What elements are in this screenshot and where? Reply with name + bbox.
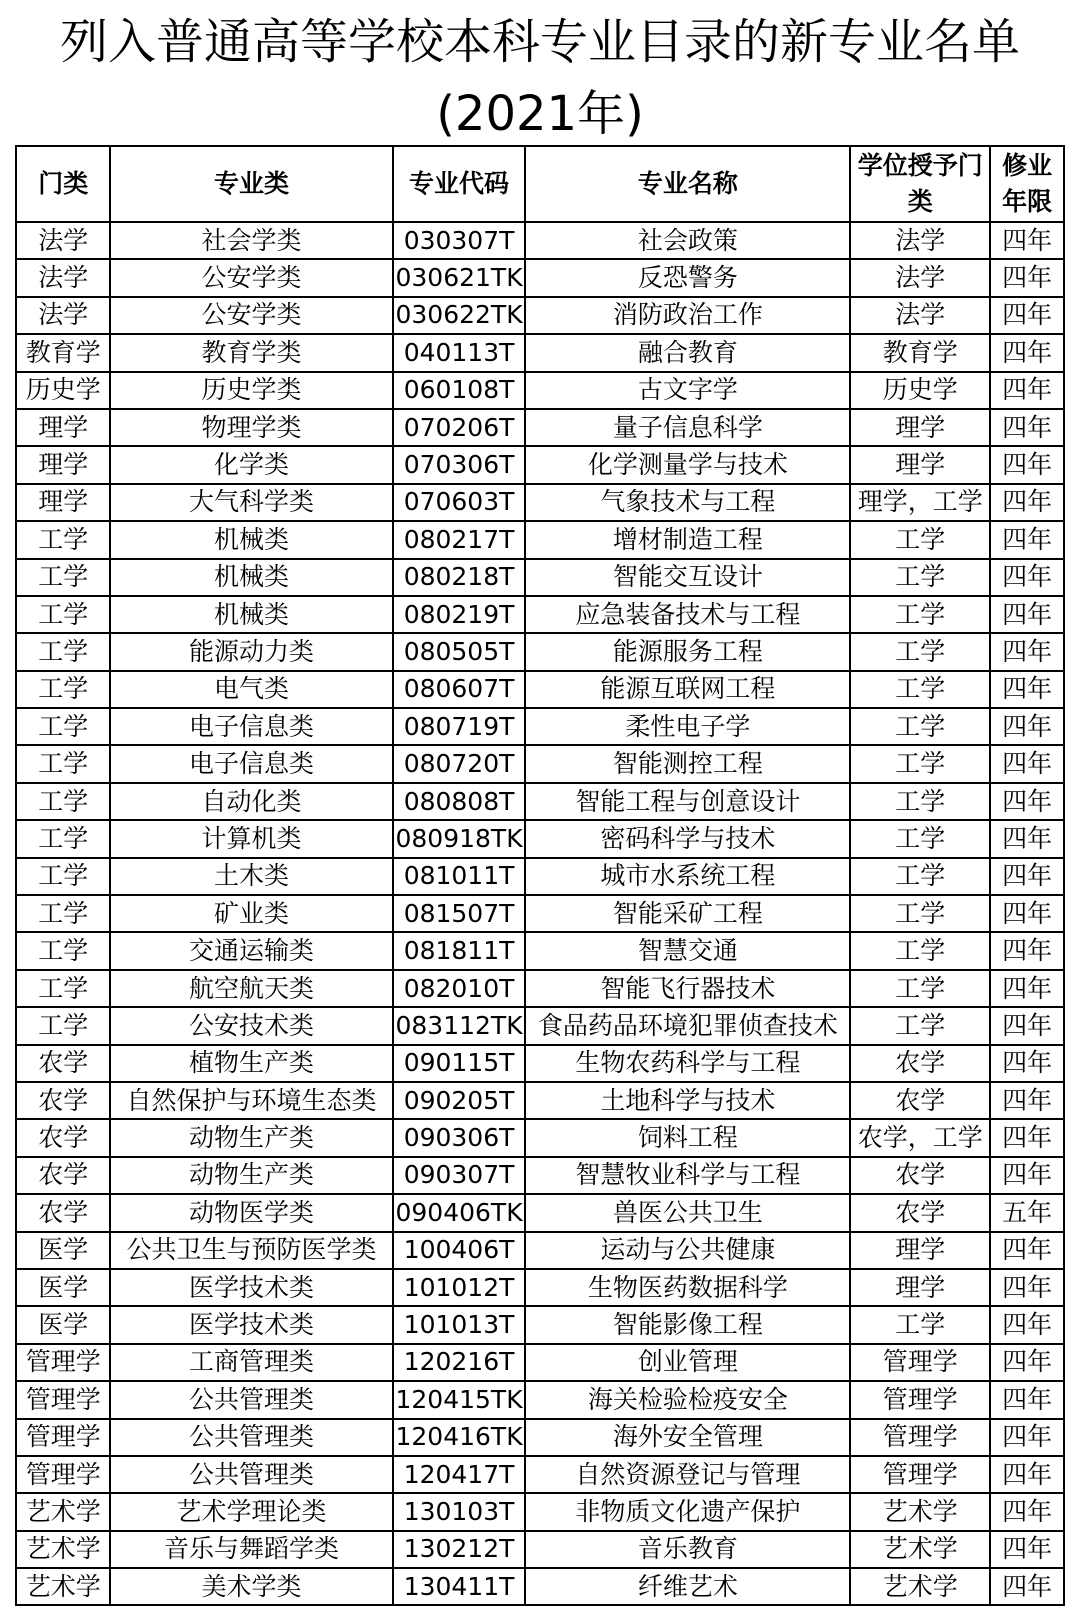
cell-major-class: 机械类	[110, 596, 392, 633]
cell-category: 管理学	[16, 1344, 110, 1381]
cell-major-code: 080218T	[393, 559, 526, 596]
cell-major-name: 能源互联网工程	[525, 671, 850, 708]
cell-degree-category: 管理学	[850, 1456, 990, 1493]
cell-major-code: 090115T	[393, 1045, 526, 1082]
cell-major-name: 城市水系统工程	[525, 858, 850, 895]
table-row	[16, 1344, 1064, 1381]
cell-major-code: 080719T	[393, 708, 526, 745]
cell-duration: 四年	[990, 858, 1064, 895]
cell-major-class: 电子信息类	[110, 708, 392, 745]
cell-duration: 四年	[990, 222, 1064, 259]
cell-major-class: 机械类	[110, 559, 392, 596]
cell-category: 医学	[16, 1232, 110, 1269]
cell-degree-category: 农学	[850, 1082, 990, 1119]
cell-major-name: 应急装备技术与工程	[525, 596, 850, 633]
cell-major-code: 080918TK	[393, 820, 526, 857]
cell-major-code: 030621TK	[393, 259, 526, 296]
cell-major-code: 090307T	[393, 1157, 526, 1194]
cell-major-code: 101012T	[393, 1269, 526, 1306]
cell-major-class: 公安技术类	[110, 1007, 392, 1044]
cell-degree-category: 工学	[850, 521, 990, 558]
cell-degree-category: 历史学	[850, 372, 990, 409]
cell-category: 法学	[16, 222, 110, 259]
cell-major-class: 大气科学类	[110, 484, 392, 521]
cell-category: 管理学	[16, 1381, 110, 1418]
cell-major-code: 120216T	[393, 1344, 526, 1381]
cell-major-name: 兽医公共卫生	[525, 1194, 850, 1231]
cell-category: 工学	[16, 596, 110, 633]
cell-duration: 四年	[990, 1456, 1064, 1493]
cell-major-name: 柔性电子学	[525, 708, 850, 745]
cell-major-class: 动物生产类	[110, 1157, 392, 1194]
cell-major-code: 120415TK	[393, 1381, 526, 1418]
cell-duration: 四年	[990, 1568, 1064, 1605]
cell-major-name: 土地科学与技术	[525, 1082, 850, 1119]
table-row	[16, 446, 1064, 483]
cell-major-code: 080808T	[393, 783, 526, 820]
cell-duration: 四年	[990, 297, 1064, 334]
cell-major-class: 自然保护与环境生态类	[110, 1082, 392, 1119]
cell-major-code: 130411T	[393, 1568, 526, 1605]
cell-major-class: 艺术学理论类	[110, 1493, 392, 1530]
cell-major-class: 土木类	[110, 858, 392, 895]
cell-duration: 四年	[990, 1531, 1064, 1568]
cell-major-name: 智能采矿工程	[525, 895, 850, 932]
cell-category: 工学	[16, 1007, 110, 1044]
cell-major-code: 070206T	[393, 409, 526, 446]
cell-degree-category: 工学	[850, 858, 990, 895]
cell-major-class: 自动化类	[110, 783, 392, 820]
cell-duration: 四年	[990, 633, 1064, 670]
cell-category: 工学	[16, 633, 110, 670]
cell-category: 医学	[16, 1306, 110, 1343]
cell-category: 农学	[16, 1082, 110, 1119]
cell-category: 工学	[16, 858, 110, 895]
cell-major-name: 化学测量学与技术	[525, 446, 850, 483]
cell-degree-category: 工学	[850, 932, 990, 969]
cell-major-code: 100406T	[393, 1232, 526, 1269]
cell-major-class: 能源动力类	[110, 633, 392, 670]
cell-major-name: 智能工程与创意设计	[525, 783, 850, 820]
cell-category: 农学	[16, 1045, 110, 1082]
table-row	[16, 895, 1064, 932]
cell-major-class: 美术学类	[110, 1568, 392, 1605]
header-duration: 修业年限	[990, 146, 1064, 222]
cell-duration: 四年	[990, 970, 1064, 1007]
table-row	[16, 1082, 1064, 1119]
cell-duration: 四年	[990, 820, 1064, 857]
cell-duration: 四年	[990, 708, 1064, 745]
table-row	[16, 222, 1064, 259]
cell-major-class: 工商管理类	[110, 1344, 392, 1381]
header-major-name: 专业名称	[525, 146, 850, 222]
table-row	[16, 596, 1064, 633]
table-row	[16, 820, 1064, 857]
cell-duration: 四年	[990, 745, 1064, 782]
table-row	[16, 409, 1064, 446]
cell-major-class: 电子信息类	[110, 745, 392, 782]
cell-major-code: 082010T	[393, 970, 526, 1007]
cell-major-name: 智慧交通	[525, 932, 850, 969]
cell-duration: 四年	[990, 1306, 1064, 1343]
cell-major-code: 083112TK	[393, 1007, 526, 1044]
cell-major-name: 智慧牧业科学与工程	[525, 1157, 850, 1194]
cell-major-name: 音乐教育	[525, 1531, 850, 1568]
cell-degree-category: 管理学	[850, 1344, 990, 1381]
cell-duration: 四年	[990, 671, 1064, 708]
cell-category: 艺术学	[16, 1568, 110, 1605]
table-row	[16, 297, 1064, 334]
cell-duration: 四年	[990, 1419, 1064, 1456]
header-major-class: 专业类	[110, 146, 392, 222]
cell-major-class: 动物生产类	[110, 1119, 392, 1156]
cell-category: 农学	[16, 1119, 110, 1156]
cell-major-code: 080720T	[393, 745, 526, 782]
cell-major-name: 气象技术与工程	[525, 484, 850, 521]
cell-degree-category: 理学，工学	[850, 484, 990, 521]
cell-category: 农学	[16, 1194, 110, 1231]
table-row	[16, 1381, 1064, 1418]
cell-degree-category: 法学	[850, 222, 990, 259]
cell-major-class: 电气类	[110, 671, 392, 708]
cell-category: 工学	[16, 783, 110, 820]
table-row	[16, 1119, 1064, 1156]
table-row	[16, 1007, 1064, 1044]
cell-degree-category: 理学	[850, 446, 990, 483]
cell-major-class: 历史学类	[110, 372, 392, 409]
table-row	[16, 633, 1064, 670]
table-row	[16, 671, 1064, 708]
cell-degree-category: 农学，工学	[850, 1119, 990, 1156]
cell-category: 理学	[16, 409, 110, 446]
cell-major-code: 120417T	[393, 1456, 526, 1493]
cell-category: 教育学	[16, 334, 110, 371]
cell-major-name: 非物质文化遗产保护	[525, 1493, 850, 1530]
cell-major-name: 融合教育	[525, 334, 850, 371]
cell-major-class: 公共管理类	[110, 1456, 392, 1493]
cell-duration: 四年	[990, 1045, 1064, 1082]
cell-category: 工学	[16, 820, 110, 857]
cell-duration: 四年	[990, 521, 1064, 558]
cell-major-class: 物理学类	[110, 409, 392, 446]
cell-degree-category: 工学	[850, 708, 990, 745]
cell-duration: 四年	[990, 783, 1064, 820]
cell-major-name: 饲料工程	[525, 1119, 850, 1156]
cell-major-code: 130103T	[393, 1493, 526, 1530]
cell-degree-category: 工学	[850, 783, 990, 820]
cell-duration: 四年	[990, 1082, 1064, 1119]
cell-degree-category: 农学	[850, 1157, 990, 1194]
cell-major-name: 反恐警务	[525, 259, 850, 296]
cell-major-name: 消防政治工作	[525, 297, 850, 334]
cell-major-code: 101013T	[393, 1306, 526, 1343]
cell-degree-category: 工学	[850, 1306, 990, 1343]
cell-duration: 四年	[990, 559, 1064, 596]
cell-duration: 四年	[990, 1381, 1064, 1418]
cell-category: 历史学	[16, 372, 110, 409]
cell-duration: 四年	[990, 484, 1064, 521]
cell-category: 管理学	[16, 1456, 110, 1493]
cell-major-class: 公安学类	[110, 259, 392, 296]
cell-degree-category: 教育学	[850, 334, 990, 371]
cell-major-name: 社会政策	[525, 222, 850, 259]
cell-major-name: 生物农药科学与工程	[525, 1045, 850, 1082]
cell-major-code: 130212T	[393, 1531, 526, 1568]
cell-degree-category: 工学	[850, 633, 990, 670]
cell-major-code: 080607T	[393, 671, 526, 708]
cell-major-name: 海外安全管理	[525, 1419, 850, 1456]
cell-degree-category: 农学	[850, 1045, 990, 1082]
header-major-code: 专业代码	[393, 146, 526, 222]
cell-major-name: 运动与公共健康	[525, 1232, 850, 1269]
cell-major-name: 创业管理	[525, 1344, 850, 1381]
cell-degree-category: 工学	[850, 596, 990, 633]
cell-degree-category: 工学	[850, 895, 990, 932]
cell-major-name: 生物医药数据科学	[525, 1269, 850, 1306]
cell-degree-category: 工学	[850, 1007, 990, 1044]
cell-duration: 四年	[990, 409, 1064, 446]
table-row	[16, 745, 1064, 782]
cell-degree-category: 法学	[850, 297, 990, 334]
cell-major-class: 动物医学类	[110, 1194, 392, 1231]
cell-category: 工学	[16, 895, 110, 932]
cell-major-name: 自然资源登记与管理	[525, 1456, 850, 1493]
cell-duration: 四年	[990, 1344, 1064, 1381]
cell-duration: 四年	[990, 334, 1064, 371]
table-row	[16, 521, 1064, 558]
cell-major-class: 化学类	[110, 446, 392, 483]
cell-major-name: 食品药品环境犯罪侦查技术	[525, 1007, 850, 1044]
cell-duration: 四年	[990, 1232, 1064, 1269]
cell-major-code: 070603T	[393, 484, 526, 521]
table-row	[16, 372, 1064, 409]
cell-major-code: 080219T	[393, 596, 526, 633]
cell-major-class: 音乐与舞蹈学类	[110, 1531, 392, 1568]
table-row	[16, 932, 1064, 969]
cell-major-name: 智能影像工程	[525, 1306, 850, 1343]
cell-major-class: 交通运输类	[110, 932, 392, 969]
cell-major-class: 医学技术类	[110, 1269, 392, 1306]
cell-major-code: 081011T	[393, 858, 526, 895]
cell-major-class: 矿业类	[110, 895, 392, 932]
table-row	[16, 783, 1064, 820]
cell-degree-category: 工学	[850, 820, 990, 857]
header-degree-category: 学位授予门类	[850, 146, 990, 222]
cell-degree-category: 工学	[850, 970, 990, 1007]
cell-major-class: 公共管理类	[110, 1419, 392, 1456]
table-row	[16, 1531, 1064, 1568]
cell-major-class: 社会学类	[110, 222, 392, 259]
table-row	[16, 1045, 1064, 1082]
cell-category: 工学	[16, 521, 110, 558]
cell-major-name: 智能测控工程	[525, 745, 850, 782]
cell-major-class: 公安学类	[110, 297, 392, 334]
cell-major-name: 密码科学与技术	[525, 820, 850, 857]
cell-major-class: 教育学类	[110, 334, 392, 371]
cell-major-class: 医学技术类	[110, 1306, 392, 1343]
cell-category: 理学	[16, 446, 110, 483]
table-row	[16, 858, 1064, 895]
cell-major-class: 航空航天类	[110, 970, 392, 1007]
cell-category: 农学	[16, 1157, 110, 1194]
page-subtitle-year: (2021年)	[436, 86, 644, 142]
cell-major-class: 计算机类	[110, 820, 392, 857]
cell-major-name: 智能交互设计	[525, 559, 850, 596]
cell-major-code: 030307T	[393, 222, 526, 259]
cell-degree-category: 法学	[850, 259, 990, 296]
cell-category: 法学	[16, 259, 110, 296]
table-row	[16, 1269, 1064, 1306]
cell-degree-category: 艺术学	[850, 1568, 990, 1605]
table-row	[16, 970, 1064, 1007]
cell-duration: 四年	[990, 259, 1064, 296]
cell-major-code: 090205T	[393, 1082, 526, 1119]
cell-duration: 四年	[990, 1119, 1064, 1156]
cell-duration: 四年	[990, 1007, 1064, 1044]
cell-duration: 四年	[990, 895, 1064, 932]
table-row	[16, 1194, 1064, 1231]
cell-degree-category: 工学	[850, 559, 990, 596]
cell-degree-category: 工学	[850, 671, 990, 708]
cell-major-name: 海关检验检疫安全	[525, 1381, 850, 1418]
cell-category: 工学	[16, 671, 110, 708]
table-row	[16, 334, 1064, 371]
cell-duration: 五年	[990, 1194, 1064, 1231]
cell-major-code: 090306T	[393, 1119, 526, 1156]
cell-degree-category: 理学	[850, 1269, 990, 1306]
table-row	[16, 1306, 1064, 1343]
cell-major-name: 古文字学	[525, 372, 850, 409]
cell-major-code: 040113T	[393, 334, 526, 371]
cell-category: 艺术学	[16, 1531, 110, 1568]
cell-category: 工学	[16, 745, 110, 782]
majors-table	[15, 145, 1065, 1606]
cell-major-code: 080505T	[393, 633, 526, 670]
cell-degree-category: 艺术学	[850, 1531, 990, 1568]
cell-major-code: 030622TK	[393, 297, 526, 334]
cell-major-name: 纤维艺术	[525, 1568, 850, 1605]
cell-duration: 四年	[990, 446, 1064, 483]
cell-major-code: 070306T	[393, 446, 526, 483]
table-row	[16, 484, 1064, 521]
cell-major-class: 植物生产类	[110, 1045, 392, 1082]
cell-major-code: 081507T	[393, 895, 526, 932]
cell-major-name: 增材制造工程	[525, 521, 850, 558]
table-row	[16, 1456, 1064, 1493]
cell-degree-category: 理学	[850, 1232, 990, 1269]
cell-major-code: 080217T	[393, 521, 526, 558]
cell-duration: 四年	[990, 596, 1064, 633]
table-row	[16, 1232, 1064, 1269]
cell-category: 法学	[16, 297, 110, 334]
table-row	[16, 708, 1064, 745]
cell-major-name: 智能飞行器技术	[525, 970, 850, 1007]
cell-duration: 四年	[990, 1269, 1064, 1306]
cell-major-name: 量子信息科学	[525, 409, 850, 446]
table-row	[16, 259, 1064, 296]
cell-degree-category: 农学	[850, 1194, 990, 1231]
cell-category: 工学	[16, 559, 110, 596]
cell-category: 工学	[16, 708, 110, 745]
header-category: 门类	[16, 146, 110, 222]
cell-category: 理学	[16, 484, 110, 521]
cell-degree-category: 工学	[850, 745, 990, 782]
table-row	[16, 1419, 1064, 1456]
cell-duration: 四年	[990, 1157, 1064, 1194]
table-row	[16, 1157, 1064, 1194]
cell-degree-category: 管理学	[850, 1381, 990, 1418]
cell-category: 艺术学	[16, 1493, 110, 1530]
table-row	[16, 1493, 1064, 1530]
cell-major-code: 120416TK	[393, 1419, 526, 1456]
cell-duration: 四年	[990, 372, 1064, 409]
cell-duration: 四年	[990, 1493, 1064, 1530]
cell-category: 管理学	[16, 1419, 110, 1456]
cell-category: 工学	[16, 970, 110, 1007]
page-title: 列入普通高等学校本科专业目录的新专业名单	[59, 14, 1020, 70]
cell-major-name: 能源服务工程	[525, 633, 850, 670]
cell-degree-category: 管理学	[850, 1419, 990, 1456]
cell-degree-category: 理学	[850, 409, 990, 446]
cell-major-class: 公共管理类	[110, 1381, 392, 1418]
cell-major-code: 090406TK	[393, 1194, 526, 1231]
cell-major-code: 081811T	[393, 932, 526, 969]
cell-major-class: 机械类	[110, 521, 392, 558]
cell-degree-category: 艺术学	[850, 1493, 990, 1530]
cell-category: 医学	[16, 1269, 110, 1306]
table-row	[16, 1568, 1064, 1605]
table-header-row	[16, 146, 1064, 222]
cell-duration: 四年	[990, 932, 1064, 969]
cell-category: 工学	[16, 932, 110, 969]
table-row	[16, 559, 1064, 596]
cell-major-class: 公共卫生与预防医学类	[110, 1232, 392, 1269]
cell-major-code: 060108T	[393, 372, 526, 409]
